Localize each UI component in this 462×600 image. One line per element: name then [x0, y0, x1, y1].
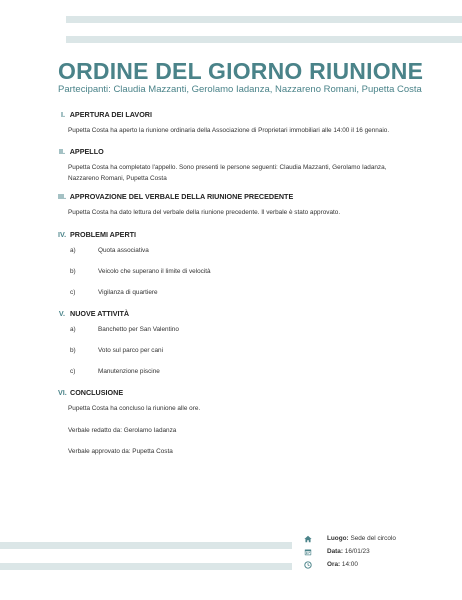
section-title: APPROVAZIONE DEL VERBALE DELLA RIUNIONE PRECEDENTE — [69, 192, 294, 201]
item-letter: c) — [70, 367, 76, 375]
date-label: Data: — [327, 548, 343, 555]
section-heading — [58, 388, 438, 398]
header-band-top — [66, 16, 462, 23]
footer-band-top — [0, 542, 292, 549]
section-title: NUOVE ATTIVITÀ — [70, 309, 130, 318]
meeting-details — [304, 532, 454, 571]
item-text: Vigilanza di quartiere — [98, 288, 158, 296]
section-new-activities — [58, 309, 438, 387]
list-item — [70, 367, 438, 388]
list-item — [70, 346, 438, 367]
section-previous-minutes — [58, 192, 438, 219]
page-title: ORDINE DEL GIORNO RIUNIONE — [58, 58, 424, 84]
new-activities-list — [70, 325, 438, 387]
body-line: Nazzareno Romani, Pupetta Costa — [68, 174, 167, 182]
section-number: I. — [61, 110, 65, 119]
section-roll-call — [58, 147, 438, 184]
section-body: Pupetta Costa ha dato lettura del verbale della riunione precedente. Il verbale è stato approvato. — [68, 209, 341, 216]
footer-band-bottom — [0, 563, 292, 570]
section-number: VI. — [58, 388, 67, 397]
item-text: Voto sul parco per cani — [98, 346, 164, 354]
list-item — [70, 288, 438, 309]
open-issues-list — [70, 246, 438, 308]
list-item — [70, 325, 438, 346]
section-title: APPELLO — [69, 147, 104, 156]
section-heading — [58, 147, 438, 157]
section-number: II. — [59, 147, 65, 156]
section-heading — [58, 110, 438, 120]
participants-line: Partecipanti: Claudia Mazzanti, Gerolamo Iadanza, Nazzareno Romani, Pupetta Costa — [58, 84, 422, 95]
section-number: IV. — [58, 230, 67, 239]
list-item — [70, 267, 438, 288]
section-open-issues — [58, 230, 438, 308]
section-heading — [58, 309, 438, 319]
section-conclusion — [58, 388, 438, 458]
section-body — [68, 404, 438, 458]
section-title: APERTURA DEI LAVORI — [69, 110, 152, 119]
approved-by: Verbale approvato da: Pupetta Costa — [68, 448, 173, 455]
date-value: 16/01/23 — [344, 548, 370, 555]
time-label: Ora: — [327, 561, 341, 568]
item-letter: c) — [70, 288, 76, 296]
section-number: III. — [58, 192, 66, 201]
location-value: Sede del circolo — [350, 535, 396, 542]
item-text: Quota associativa — [98, 247, 149, 254]
calendar-icon — [304, 548, 312, 556]
clock-icon — [304, 561, 312, 569]
section-heading — [58, 192, 438, 202]
location-row — [304, 532, 454, 545]
list-item — [70, 246, 438, 267]
item-letter: a) — [70, 326, 76, 333]
date-row — [304, 545, 454, 558]
section-heading — [58, 230, 438, 240]
section-body: Pupetta Costa ha aperto la riunione ordinaria della Associazione di Proprietari immobiliari alle 14:00 il 16 gennaio. — [68, 127, 390, 134]
section-body — [68, 163, 438, 184]
section-opening — [58, 110, 438, 137]
header-band-bottom — [66, 36, 462, 43]
body-line: Pupetta Costa ha completato l'appello. Sono presenti le persone seguenti: Claudia Mazzanti, Gerolamo Iadanza, — [68, 164, 387, 171]
time-value: 14:00 — [341, 561, 358, 568]
home-icon — [304, 535, 312, 543]
section-title: PROBLEMI APERTI — [70, 230, 137, 239]
item-text: Banchetto per San Valentino — [98, 326, 179, 333]
section-title: CONCLUSIONE — [70, 388, 124, 397]
item-letter: b) — [70, 346, 76, 354]
item-text: Veicolo che superano il limite di velocità — [98, 267, 211, 275]
conclusion-text: Pupetta Costa ha concluso la riunione alle ore. — [68, 405, 201, 412]
location-label: Luogo: — [327, 535, 349, 542]
item-letter: a) — [70, 247, 76, 254]
item-letter: b) — [70, 267, 76, 275]
time-row — [304, 558, 454, 571]
section-number: V. — [58, 309, 65, 318]
item-text: Manutenzione piscine — [98, 367, 160, 375]
drafted-by: Verbale redatto da: Gerolamo Iadanza — [68, 426, 177, 434]
